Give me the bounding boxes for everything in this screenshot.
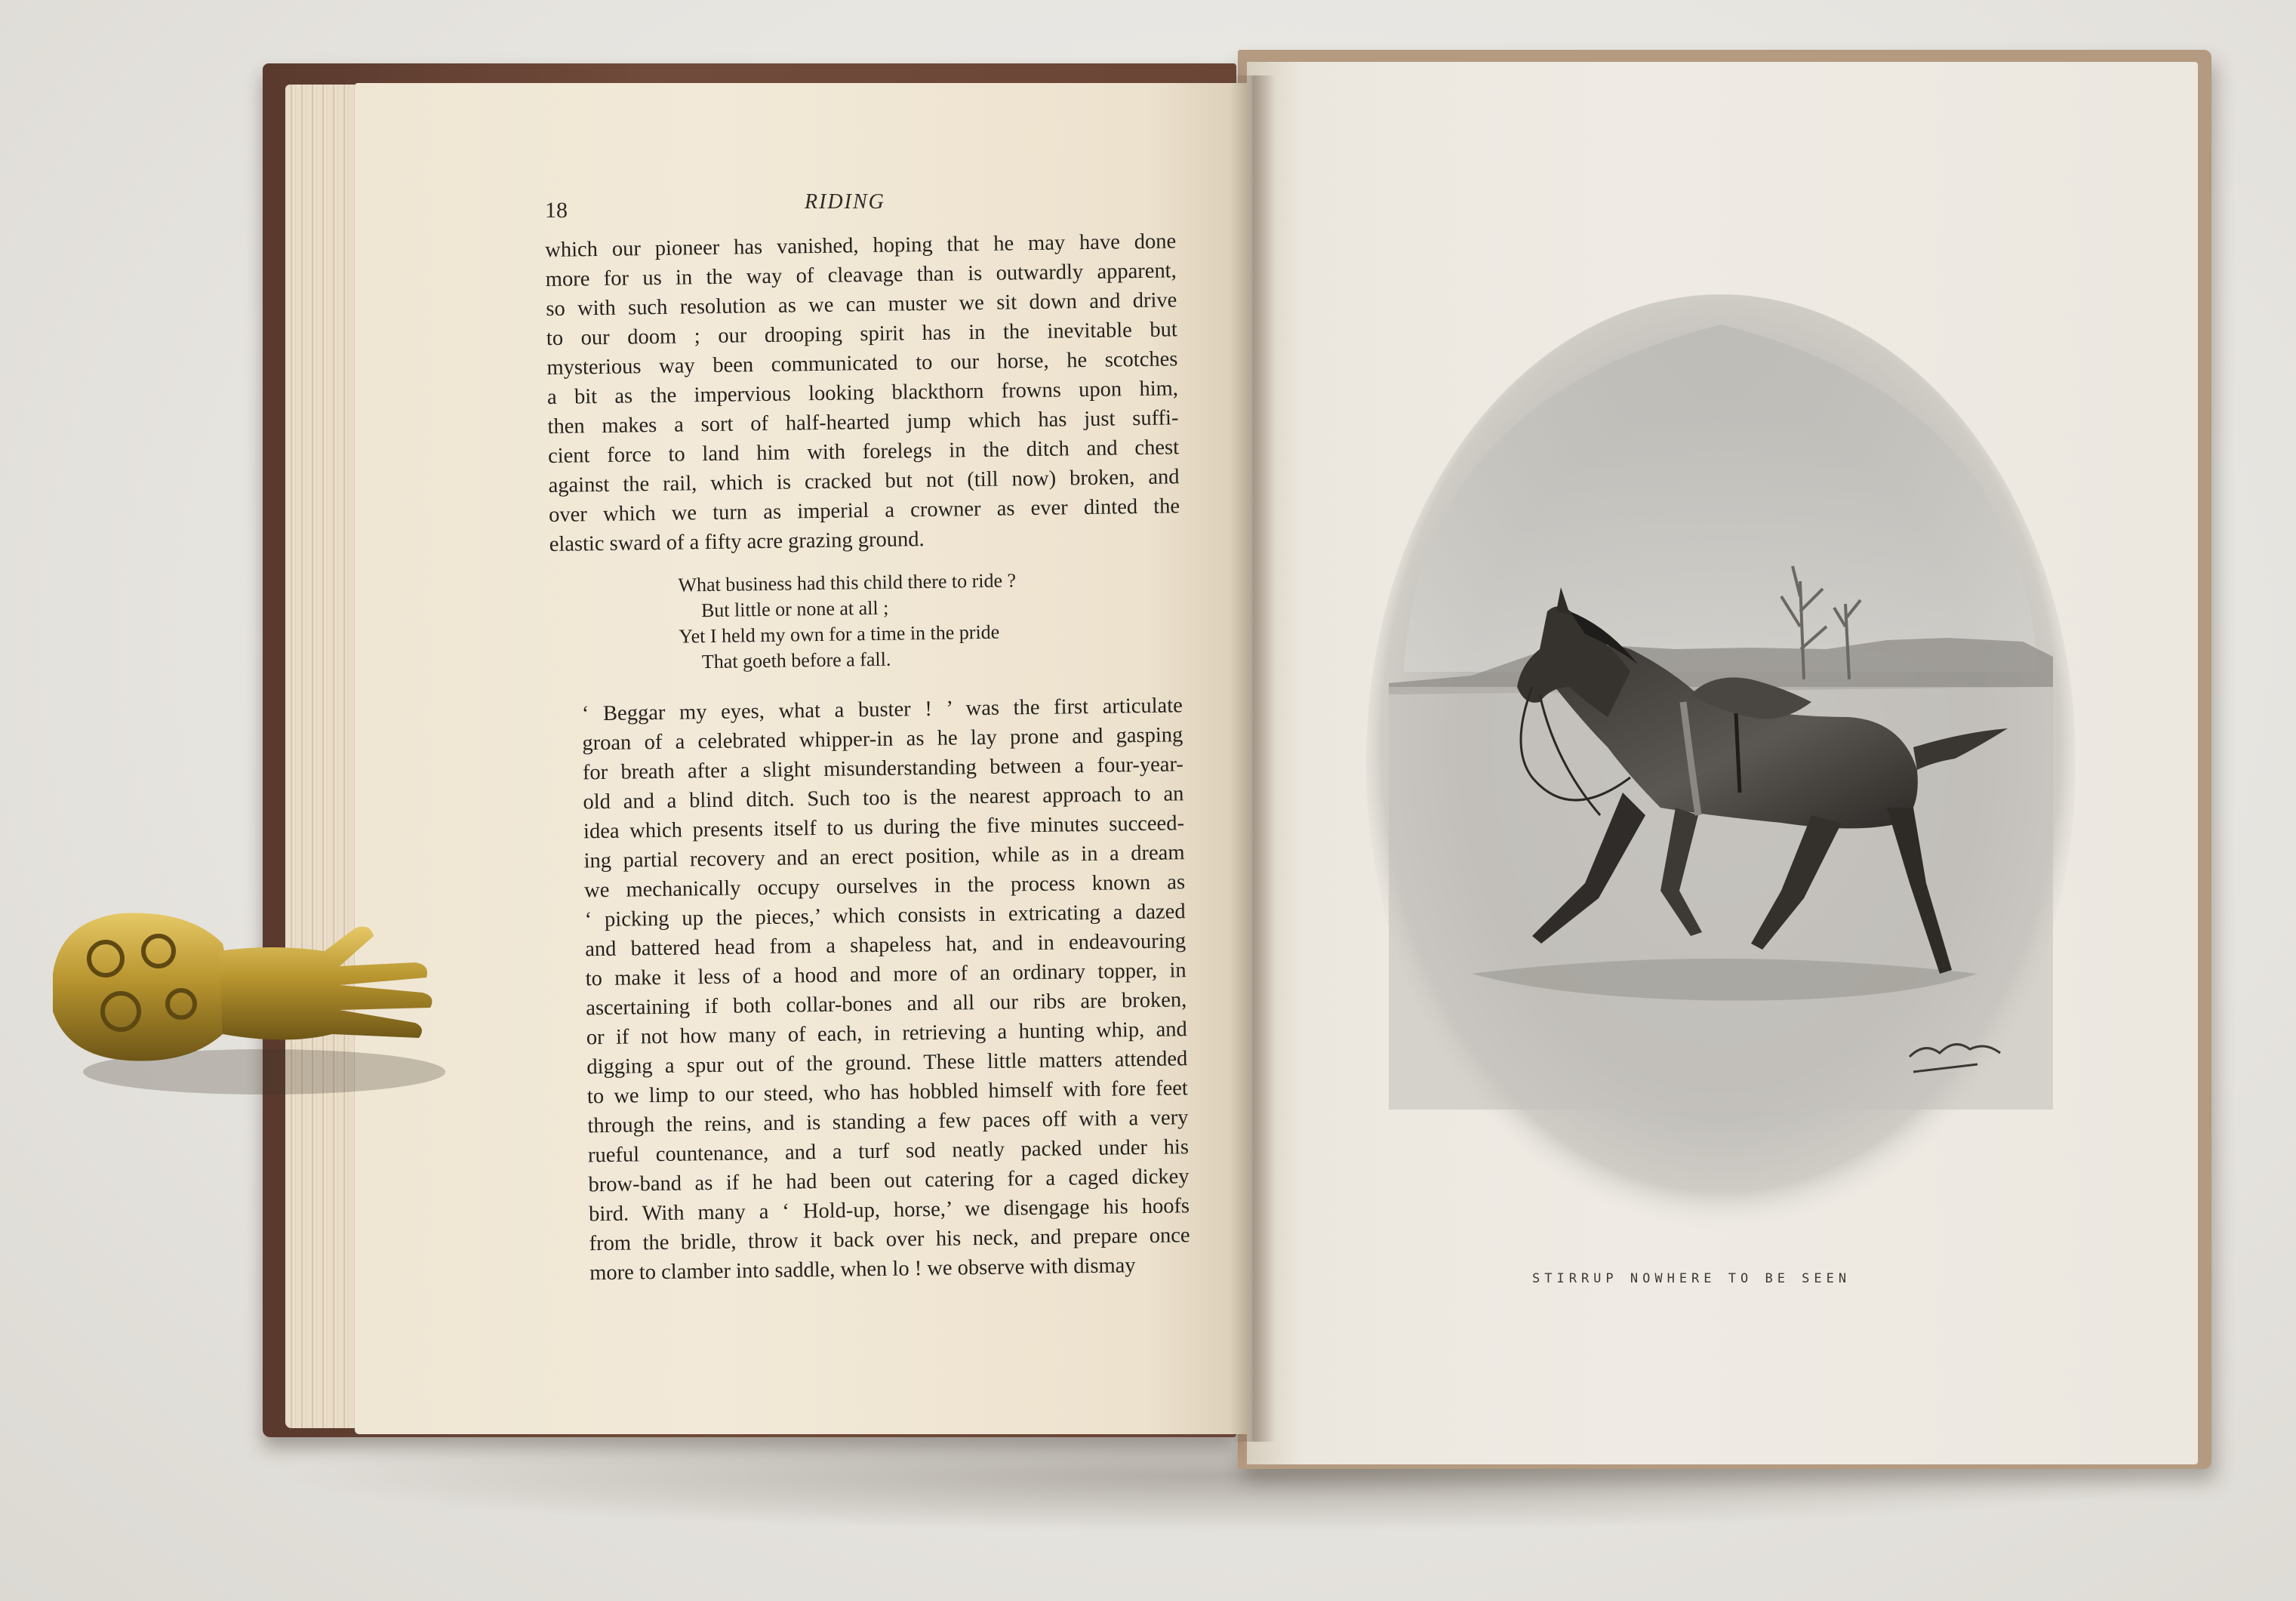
text-line: mysterious way been communicated to our horse, he scotches [546, 347, 1178, 380]
text-line: ing partial recovery and an erect position, while as in a dream [583, 841, 1185, 873]
text-line: ‘ Beggar my eyes, what a buster ! ’ was the first articulate [581, 694, 1183, 726]
text-line: a bit as the impervious looking blackthorn frowns upon him, [546, 377, 1179, 409]
text-line: more to clamber into saddle, when lo ! we observe with dismay [589, 1254, 1136, 1285]
text-line: or if not how many of each, in retrieving a hunting whip, and [586, 1018, 1187, 1050]
text-line: over which we turn as imperial a crowner as ever dinted the [548, 494, 1180, 527]
text-line: for breath after a slight misunderstanding between a four-year- [582, 753, 1184, 785]
text-line: idea which presents itself to us during the five minutes succeed- [583, 811, 1185, 844]
verse-quotation [678, 565, 1182, 675]
text-line: so with such resolution as we can muster we sit down and drive [546, 288, 1177, 321]
text-line: to we limp to our steed, who has hobbled himself with fore feet [586, 1076, 1189, 1109]
text-line: and battered head from a shapeless hat, and in endeavouring [584, 929, 1186, 962]
text-line: digging a spur out of the ground. These little matters attended [586, 1047, 1188, 1079]
text-line: brow-band as if he had been out catering for a caged dickey [588, 1165, 1190, 1197]
text-line: bird. With many a ‘ Hold-up, horse,’ we disengage his hoofs [588, 1194, 1190, 1227]
running-head: RIDING [805, 190, 885, 214]
text-line: to our doom ; our drooping spirit has in the inevitable but [546, 318, 1178, 350]
clip-palm [219, 927, 432, 1040]
plate-caption: STIRRUP NOWHERE TO BE SEEN [1532, 1271, 1851, 1286]
clip-cuff [53, 913, 229, 1061]
verse-line: Yet I held my own for a time in the pride [679, 620, 1000, 648]
verse-line: That goeth before a fall. [701, 648, 891, 673]
page-number: 18 [545, 198, 568, 223]
text-line: ‘ picking up the pieces,’ which consists in extricating a dazed [584, 900, 1186, 932]
verse-line: But little or none at all ; [700, 596, 889, 622]
text-line: against the rail, which is cracked but not (till now) broken, and [548, 465, 1180, 497]
text-line: then makes a sort of half-hearted jump which has just suffi- [547, 406, 1179, 439]
paragraph-2 [552, 691, 1191, 1288]
text-line: which our pioneer has vanished, hoping that he may have done [545, 229, 1177, 262]
text-line: we mechanically occupy ourselves in the process known as [583, 870, 1186, 903]
book-gutter [1230, 75, 1276, 1442]
text-line: to make it less of a hood and more of an ordinary topper, in [585, 959, 1186, 991]
verse-line: What business had this child there to ride ? [678, 569, 1017, 596]
page-body-text [545, 226, 1190, 1288]
text-line: old and a blind ditch. Such too is the nearest approach to an [583, 782, 1184, 814]
text-line: cient force to land him with forelegs in the ditch and chest [547, 436, 1180, 468]
paragraph-1 [545, 226, 1180, 559]
text-line: ascertaining if both collar-bones and all our ribs are broken, [586, 988, 1187, 1021]
text-line: groan of a celebrated whipper-in as he lay prone and gasping [582, 723, 1183, 756]
text-line: from the bridle, throw it back over his neck, and prepare once [589, 1224, 1190, 1256]
text-line: elastic sward of a fifty acre grazing ground. [549, 528, 925, 556]
text-line: through the reins, and is standing a few paces off with a very [587, 1106, 1189, 1138]
brass-hand-clip [38, 891, 445, 1102]
horse-illustration [1359, 294, 2083, 1238]
sky-area [1404, 325, 2038, 672]
text-line: rueful countenance, and a turf sod neatly packed under his [587, 1135, 1190, 1168]
text-line: more for us in the way of cleavage than is outwardly apparent, [545, 259, 1177, 291]
